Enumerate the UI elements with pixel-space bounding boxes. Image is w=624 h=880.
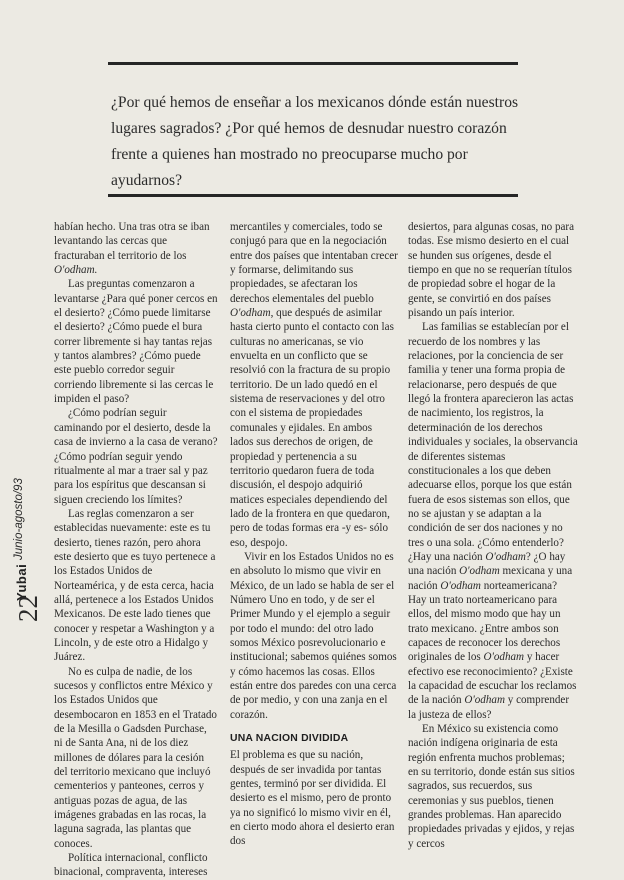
paragraph: Política internacional, conflicto binacional, compraventa, intereses [54,852,208,879]
paragraph: ¿Cómo podrían seguir caminando por el desierto, desde la casa de invierno a la casa de verano? ¿Cómo podrían seguir yendo ritualmente al mar a traer sal y paz para los espíritus que descansan si siguen creciendo los límites? [54,407,218,506]
top-rule [108,62,518,65]
issue-date: Junio-agosto/93 [13,478,25,560]
column-2 [230,220,398,849]
pull-quote: ¿Por qué hemos de enseñar a los mexicanos dónde están nuestros lugares sagrados? ¿Por qué hemos de desnudar nuestro corazón frente a quienes han mostrado no preocuparse mucho por ayudarnos? [111,94,519,189]
paragraph: Vivir en los Estados Unidos no es en absoluto lo mismo que vivir en México, de un lado se habla de ser el Número Uno en todo, y de ser el Primer Mundo y el ejemplo a seguir por todo el mundo: del otro lado somos México posrevolucionario e institucional; sabemos quiénes somos y cómo hacemos las cosas. Ellos están entre dos paredes con una cerca de por medio, y con una zanja en el corazón. [230,550,397,721]
paragraph: Las familias se establecían por el recuerdo de los nombres y las relaciones, por la conciencia de ser familia y tener una forma propia de relacionarse, pero después de que llegó la frontera aparecieron las actas de nacimiento, los registros, la determinación de los derechos individuales y sociales, la observancia de diferentes sistemas constitucionales a los que deben adecuarse ellos, porque los que están fuera de esos sistemas son ellos, que no se ajustan y se adaptan a la condición de ser dos naciones y no tres o una sola. ¿Cómo entenderlo? ¿Hay una nación O'odham? ¿O hay una nación O'odham mexicana y una nación O'odham norteamericana? Hay un trato norteamericano para ellos, del mismo modo que hay un trato mexicano. ¿Entre ambos son capaces de reconocer los derechos originales de los O'odham y hacer efectivo ese reconocimiento? ¿Existe la capacidad de escuchar los reclamos de la nación O'odham y comprender la justeza de ellos? [408,321,578,721]
bottom-rule [108,194,518,197]
paragraph: mercantiles y comerciales, todo se conjugó para que en la negociación entre dos países que intentaban crecer y formarse, delimitando sus propiedades, se afectaran los derechos elementales del pueblo O'odham, que después de asimilar hasta cierto punto el contacto con las culturas no americanas, se vio envuelta en un conflicto que se resolvió con la fractura de su propio territorio. De un lado quedó en el sistema de reservaciones y del otro con el sistema de propiedades comunales y ejidales. En ambos lados sus derechos de origen, de propiedad y pertenencia a su territorio quedaron fuera de toda discusión, el despojo adquirió matices especiales dependiendo del lado de la frontera en que quedaron, pero de todas formas era -y es- sólo eso, despojo. [230,221,398,549]
paragraph: El problema es que su nación, después de ser invadida por tantas gentes, terminó por ser dividida. El desierto es el mismo, pero de pronto ya no significó lo mismo vivir en él, en cierto modo ahora el desierto eran dos [230,749,395,848]
page-number: 22 [13,595,43,622]
paragraph: No es culpa de nadie, de los sucesos y conflictos entre México y los Estados Unidos que desembocaron en 1853 en el Tratado de la Mesilla o Gadsden Purchase, ni de Santa Ana, ni de los diez millones de dólares para la cesión del territorio mexicano que incluyó cementerios y panteones, cerros y antiguas pozas de agua, de las imágenes grabadas en las rocas, la laguna sagrada, las plantas que conoces. [54,665,217,850]
column-1 [54,220,218,880]
paragraph: Las reglas comenzaron a ser establecidas nuevamente: este es tu desierto, tienes razón, pero ahora este desierto que es tuyo pertenece a los Estados Unidos de Norteamérica, y de esta cerca, hacia allá, pertenece a los Estados Unidos Mexicanos. De este lado tienes que conocer y respetar a Washington y a Lincoln, y de este otro a Hidalgo y Juárez. [54,507,216,664]
paragraph: En México su existencia como nación indígena originaria de esta región enfrenta muchos problemas; en su territorio, donde están sus sitios sagrados, sus recuerdos, sus ceremonias y sus pueblos, tienen grandes problemas. Han aparecido propiedades privadas y ejidos, y rejas y cercos [408,723,575,850]
paragraph: habían hecho. Una tras otra se iban levantando las cercas que fracturaban el territorio de los O'odham. [54,221,210,277]
paragraph: Las preguntas comenzaron a levantarse ¿Para qué poner cercos en el desierto? ¿Cómo puede limitarse el desierto? ¿Cómo puede el bura correr libremente si hay tantas rejas y tantos alambres? ¿Cómo puede este pueblo corredor seguir corriendo libremente si las cercas le impiden el paso? [54,278,218,406]
magazine-name: Yubai [14,563,29,601]
column-3 [408,220,578,851]
paragraph: desiertos, para algunas cosas, no para todas. Ese mismo desierto en el cual se hunden sus orígenes, desde el tiempo en que no se requerían títulos de propiedad sobre el hogar de la gente, se convirtió en dos países pisando un país interior. [408,221,575,320]
section-heading: UNA NACION DIVIDIDA [230,733,349,745]
